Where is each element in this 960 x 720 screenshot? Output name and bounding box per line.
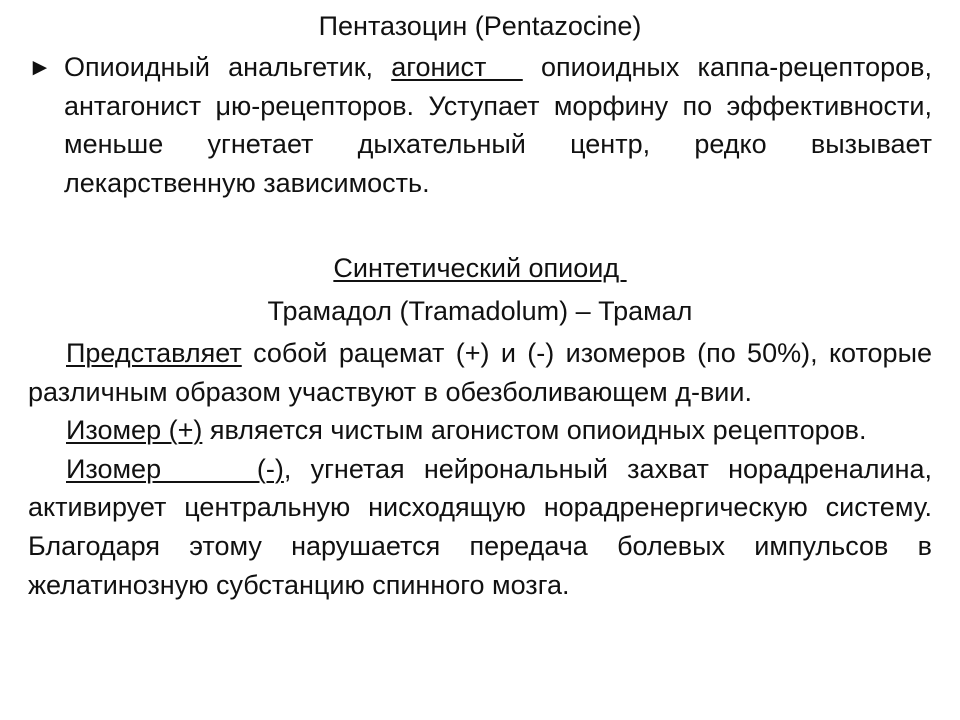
paragraph-underlined-term: Изомер (+) <box>66 415 203 446</box>
paragraph-text: , угнетая нейрональный захват норадреналина, активирует центральную нисходящую норадренергическую систему. Благодаря этому нарушается передача болевых импульсов в желатинозную субстанцию спинного мозга. <box>28 453 933 600</box>
paragraph-isomer-minus <box>28 450 932 604</box>
paragraph-underlined-term: Изомер (-) <box>66 453 284 484</box>
body-text <box>28 334 932 604</box>
paragraph-text: является чистым агонистом опиоидных рецепторов. <box>202 415 867 446</box>
paragraph-text: собой рацемат (+) и (-) изомеров (по 50%), которые различным образом участвуют в обезболивающем д-вии. <box>28 338 932 407</box>
section-heading <box>0 250 960 286</box>
bullet-underlined-term: агонист <box>391 52 523 82</box>
section-heading-text: Синтетический опиоид <box>333 253 627 283</box>
bullet-arrow-icon: ► <box>28 54 52 81</box>
drug-heading: Трамадол (Tramadolum) – Трамал <box>267 296 693 326</box>
slide-title: Пентазоцин (Pentazocine) <box>318 11 642 41</box>
paragraph-underlined-term: Представляет <box>66 338 242 368</box>
bullet-item <box>28 48 932 202</box>
bullet-text <box>64 48 932 202</box>
paragraph-isomer-plus <box>28 411 932 450</box>
paragraph-racemate <box>28 334 932 411</box>
bullet-text-start: Опиоидный анальгетик, <box>64 52 392 82</box>
bullet-text-end: опиоидных каппа-рецепторов, антагонист μю-рецепторов. Уступает морфину по эффективности, меньше угнетает дыхательный центр, редко вызывает лекарственную зависимость. <box>64 52 932 198</box>
